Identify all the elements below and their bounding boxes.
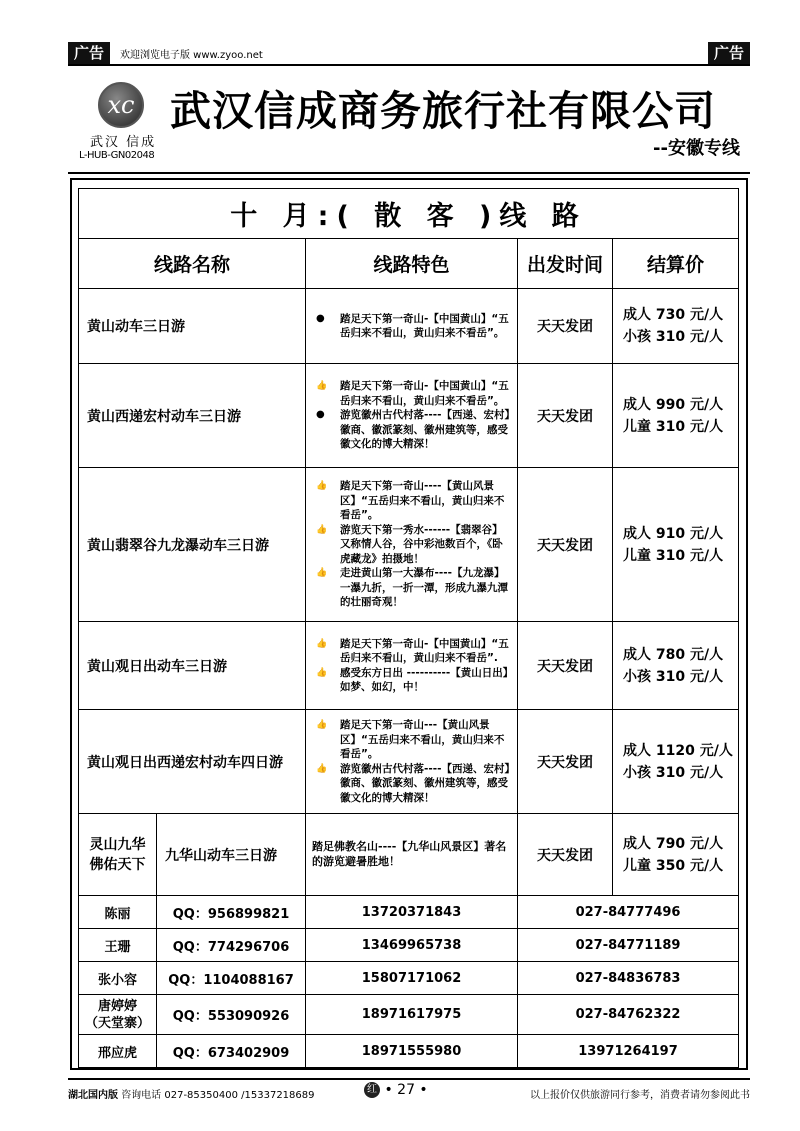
license-number: L-HUB-GN02048 <box>79 150 155 161</box>
region-line-2: 佛佑天下 <box>89 856 146 873</box>
contact-row <box>79 896 739 929</box>
contact-name: 唐婷婷 <box>97 998 137 1014</box>
route-features <box>306 468 518 622</box>
contact-mobile: 18971555980 <box>306 1035 518 1068</box>
contact-row <box>79 995 739 1035</box>
region-line-1: 灵山九华 <box>89 836 146 853</box>
depart-time: 天天发团 <box>518 622 613 710</box>
company-name: 武汉信成商务旅行社有限公司 <box>170 87 716 135</box>
table-row <box>79 289 739 364</box>
feature-item: 👍 踏足天下第一奇山-【中国黄山】“五岳归来不看山，黄山归来不看岳”。 <box>310 379 511 408</box>
contact-name: 陈丽 <box>79 896 157 929</box>
route-features <box>306 622 518 710</box>
depart-time: 天天发团 <box>518 710 613 814</box>
subtitle: --安徽专线 <box>653 138 740 159</box>
route-name: 黄山动车三日游 <box>79 289 306 364</box>
top-rule <box>68 64 750 66</box>
footer-left <box>68 1086 315 1101</box>
route-features: 踏足佛教名山----【九华山风景区】著名的游览避暑胜地！ <box>306 814 518 896</box>
contact-row <box>79 1035 739 1068</box>
header-price: 结算价 <box>613 239 739 289</box>
route-features <box>306 710 518 814</box>
feature-item: ● 游览徽州古代村落----【西递、宏村】徽商、徽派篆刻、徽州建筑等，感受徽文化的博大精深！ <box>310 408 511 452</box>
contact-qq: QQ：774296706 <box>157 929 306 962</box>
price-adult: 成人 790 元/人 <box>623 835 724 852</box>
footer-rule <box>68 1078 750 1080</box>
price-adult: 成人 1120 元/人 <box>623 742 733 759</box>
region-slogan <box>79 814 157 896</box>
contact-phone: 027-84777496 <box>518 896 739 929</box>
route-features <box>306 364 518 468</box>
price-adult: 成人 730 元/人 <box>623 307 724 323</box>
route-features <box>306 289 518 364</box>
table-row <box>79 710 739 814</box>
price-child: 小孩 310 元/人 <box>623 764 724 781</box>
contact-name: 张小容 <box>79 962 157 995</box>
route-name: 黄山翡翠谷九龙瀑动车三日游 <box>79 468 306 622</box>
header-route-name: 线路名称 <box>79 239 306 289</box>
price-child: 儿童 310 元/人 <box>623 418 724 435</box>
contact-row <box>79 929 739 962</box>
price <box>613 468 739 622</box>
contact-phone: 027-84762322 <box>518 995 739 1035</box>
header-rule <box>68 172 750 174</box>
contact-phone: 027-84836783 <box>518 962 739 995</box>
contact-mobile: 18971617975 <box>306 995 518 1035</box>
company-logo-icon: xc <box>98 82 144 128</box>
depart-time: 天天发团 <box>518 468 613 622</box>
depart-time: 天天发团 <box>518 814 613 896</box>
disclaimer: 以上报价仅供旅游同行参考，消费者请勿参阅此书 <box>530 1090 750 1101</box>
route-name: 黄山观日出动车三日游 <box>79 622 306 710</box>
price-child: 儿童 350 元/人 <box>623 857 724 874</box>
contact-qq: QQ：553090926 <box>157 995 306 1035</box>
contact-phone: 13971264197 <box>518 1035 739 1068</box>
depart-time: 天天发团 <box>518 364 613 468</box>
table-title: 十 月:( 散 客 )线 路 <box>79 189 739 239</box>
depart-time: 天天发团 <box>518 289 613 364</box>
ad-label-right: 广告 <box>708 42 750 64</box>
table-row <box>79 364 739 468</box>
routes-grid <box>78 238 739 1068</box>
contact-qq: QQ：1104088167 <box>157 962 306 995</box>
welcome-text: 欢迎浏览电子版 www.zyoo.net <box>120 50 263 61</box>
logo-name: 武汉 信成 <box>90 135 157 150</box>
price <box>613 814 739 896</box>
feature-item: 👍 游览天下第一秀水------【翡翠谷】又称情人谷，谷中彩池数百个，《卧虎藏龙》拍摄地！ <box>310 523 511 567</box>
price-child: 小孩 310 元/人 <box>623 329 724 345</box>
contact-row <box>79 962 739 995</box>
contact-name: 王珊 <box>79 929 157 962</box>
contact-name-cell <box>79 995 157 1035</box>
feature-item: ● 踏足天下第一奇山-【中国黄山】“五岳归来不看山，黄山归来不看岳”。 <box>310 312 511 341</box>
table-row <box>79 468 739 622</box>
price <box>613 622 739 710</box>
feature-item: 👍 走进黄山第一大瀑布----【九龙瀑】一瀑九折，一折一潭，形成九瀑九潭的壮丽奇观！ <box>310 566 511 610</box>
header-row <box>79 239 739 289</box>
header-depart: 出发时间 <box>518 239 613 289</box>
contact-name: 邢应虎 <box>79 1035 157 1068</box>
contact-mobile: 15807171062 <box>306 962 518 995</box>
price <box>613 710 739 814</box>
route-name: 黄山观日出西递宏村动车四日游 <box>79 710 306 814</box>
table-row <box>79 814 739 896</box>
table-row <box>79 622 739 710</box>
price-adult: 成人 780 元/人 <box>623 646 724 663</box>
price-adult: 成人 990 元/人 <box>623 396 724 413</box>
edition-label: 湖北国内版 <box>68 1090 118 1101</box>
feature-item: 👍 感受东方日出 ----------【黄山日出】如梦、如幻，中！ <box>310 666 511 695</box>
feature-item: 👍 踏足天下第一奇山---【黄山风景区】“五岳归来不看山，黄山归来不看岳”。 <box>310 718 511 762</box>
contact-mobile: 13469965738 <box>306 929 518 962</box>
contact-location: （天堂寨） <box>84 1015 150 1031</box>
price-child: 儿童 310 元/人 <box>623 547 724 564</box>
hotline: 咨询电话 027-85350400 /15337218689 <box>121 1090 315 1101</box>
feature-item: 👍 游览徽州古代村落----【西递、宏村】徽商、徽派篆刻、徽州建筑等，感受徽文化的博大精深！ <box>310 762 511 806</box>
price-adult: 成人 910 元/人 <box>623 525 724 542</box>
page-badge-icon: 红 <box>364 1082 380 1098</box>
price <box>613 364 739 468</box>
contact-qq: QQ：956899821 <box>157 896 306 929</box>
feature-item: 👍 踏足天下第一奇山-【中国黄山】“五岳归来不看山，黄山归来不看岳”. <box>310 637 511 666</box>
route-name: 九华山动车三日游 <box>157 814 306 896</box>
routes-table <box>78 188 739 239</box>
price <box>613 289 739 364</box>
page-number <box>364 1082 428 1098</box>
feature-item: 👍 踏足天下第一奇山----【黄山风景区】“五岳归来不看山，黄山归来不看岳”。 <box>310 479 511 523</box>
price-child: 小孩 310 元/人 <box>623 668 724 685</box>
page-number-text: • 27 • <box>384 1082 428 1098</box>
ad-label-left: 广告 <box>68 42 110 64</box>
header-features: 线路特色 <box>306 239 518 289</box>
contact-phone: 027-84771189 <box>518 929 739 962</box>
contact-qq: QQ：673402909 <box>157 1035 306 1068</box>
route-name: 黄山西递宏村动车三日游 <box>79 364 306 468</box>
contact-mobile: 13720371843 <box>306 896 518 929</box>
